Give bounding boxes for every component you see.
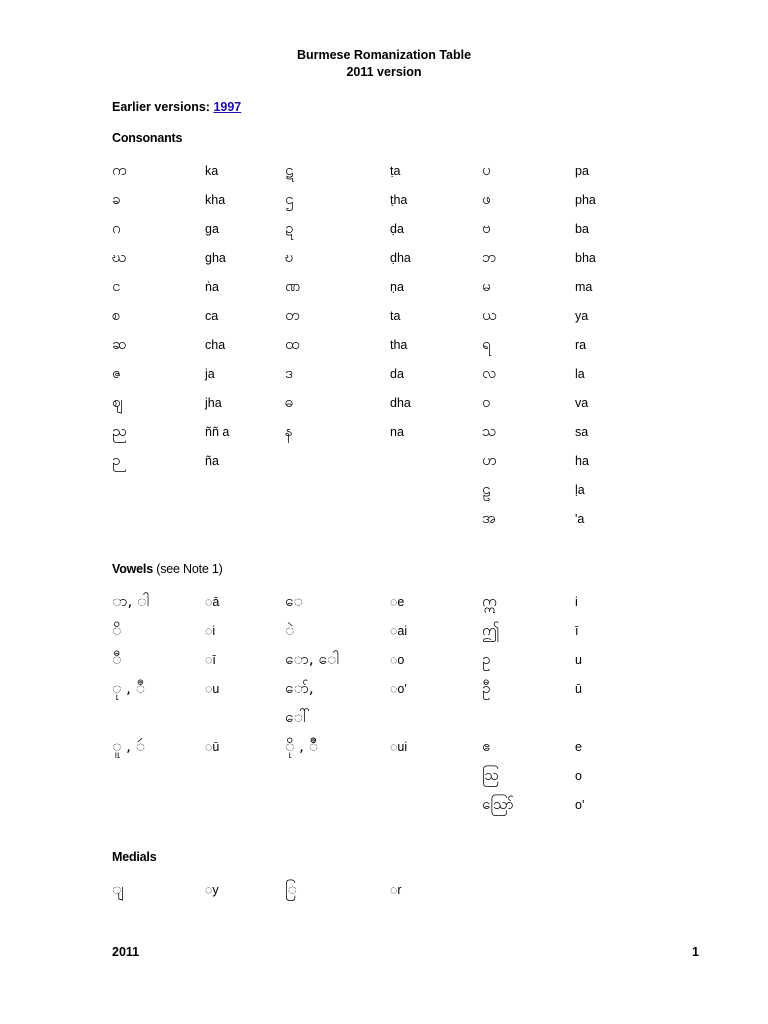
romanization: e — [575, 740, 582, 754]
romanization: bha — [575, 251, 596, 265]
consonants-heading: Consonants — [112, 131, 183, 145]
romanization: ca — [205, 309, 219, 323]
burmese-glyph: ခ — [112, 190, 121, 208]
burmese-glyph: ဩ — [482, 766, 500, 784]
romanization: ḍha — [390, 251, 411, 265]
romanization: ◌ā — [205, 595, 220, 609]
burmese-glyph: ဃ — [112, 248, 127, 266]
burmese-glyph: ဥ — [482, 650, 491, 668]
burmese-glyph: ဇ — [112, 364, 121, 382]
romanization: ta — [390, 309, 401, 323]
romanization: kha — [205, 193, 226, 207]
burmese-glyph: ဧ — [482, 737, 491, 755]
burmese-glyph: ဓ — [285, 393, 294, 411]
romanization: ◌ū — [205, 740, 220, 754]
romanization: jha — [205, 396, 222, 410]
burmese-glyph: ရ — [482, 335, 491, 353]
romanization: ma — [575, 280, 593, 294]
burmese-glyph: ◌ု , ◌ဳ — [112, 679, 145, 697]
burmese-glyph: ဋ — [285, 161, 294, 179]
burmese-glyph: န — [285, 422, 293, 440]
romanization: ◌r — [390, 883, 402, 897]
romanization: ◌ī — [205, 653, 216, 667]
romanization: 'a — [575, 512, 585, 526]
romanization: ◌e — [390, 595, 405, 609]
romanization: ba — [575, 222, 589, 236]
burmese-glyph: ထ — [285, 335, 300, 353]
romanization: ◌ui — [390, 740, 408, 754]
romanization: va — [575, 396, 589, 410]
link-1997[interactable]: 1997 — [213, 100, 242, 114]
burmese-glyph: ဠ — [482, 480, 491, 498]
romanization: o' — [575, 798, 585, 812]
burmese-glyph: ဏ — [285, 277, 301, 295]
footer-year: 2011 — [112, 945, 140, 959]
burmese-glyph: တ — [285, 306, 300, 324]
romanization: o — [575, 769, 582, 783]
romanization: ū — [575, 682, 582, 696]
romanization: cha — [205, 338, 226, 352]
burmese-glyph: ဗ — [482, 219, 491, 237]
burmese-glyph: ◌ူ , ◌ဴ — [112, 737, 145, 755]
romanization: ī — [575, 624, 579, 638]
romanization: ṅa — [205, 280, 219, 294]
romanization: ◌o — [390, 653, 405, 667]
burmese-glyph: ◌ာ, ◌ါ — [112, 592, 149, 610]
burmese-glyph: ◌ြ — [285, 880, 297, 898]
burmese-glyph: ဆ — [112, 335, 127, 353]
romanization: i — [575, 595, 578, 609]
burmese-glyph: ◌ေ — [285, 592, 303, 610]
burmese-glyph: ဟ — [482, 451, 497, 469]
burmese-glyph: ◌ဲ — [285, 621, 295, 639]
burmese-glyph: အ — [482, 509, 496, 527]
burmese-glyph: ဣ — [482, 592, 497, 610]
burmese-glyph: စ — [112, 306, 121, 324]
romanization: ṭa — [390, 164, 401, 178]
burmese-glyph: ဖ — [482, 190, 491, 208]
burmese-glyph: ပ — [482, 161, 491, 179]
romanization: la — [575, 367, 585, 381]
romanization: ḍa — [390, 222, 404, 236]
burmese-glyph: ◌ော်, — [285, 679, 314, 697]
romanization: ṭha — [390, 193, 408, 207]
burmese-glyph: လ — [482, 364, 497, 382]
burmese-glyph: ◌ော, ◌ေါ — [285, 650, 339, 668]
burmese-glyph: ည — [112, 422, 127, 440]
burmese-glyph: ဂ — [112, 219, 121, 237]
romanization: sa — [575, 425, 589, 439]
burmese-glyph: ◌ီ — [112, 650, 122, 668]
burmese-glyph: ◌ျ — [112, 880, 124, 898]
burmese-glyph: ဒ — [285, 364, 293, 382]
romanization: na — [390, 425, 404, 439]
burmese-glyph: ◌ေါ် — [285, 708, 310, 726]
burmese-glyph: ဎ — [285, 248, 294, 266]
romanization: ña — [205, 454, 219, 468]
romanization: ga — [205, 222, 219, 236]
burmese-glyph: ဉ — [112, 451, 121, 469]
burmese-glyph: ဝ — [482, 393, 491, 411]
vowels-heading — [112, 562, 223, 576]
romanization: ya — [575, 309, 589, 323]
romanization: tha — [390, 338, 408, 352]
page-number: 1 — [692, 945, 699, 959]
burmese-glyph: ဘ — [482, 248, 497, 266]
burmese-glyph: က — [112, 161, 127, 179]
burmese-glyph: ဤ — [482, 621, 500, 639]
earlier-versions — [112, 100, 241, 114]
romanization: ññ a — [205, 425, 230, 439]
burmese-glyph: င — [112, 277, 121, 295]
burmese-glyph: ◌ို , ◌ိဳ — [285, 737, 318, 755]
burmese-glyph: ဌ — [285, 190, 294, 208]
romanization: ka — [205, 164, 219, 178]
romanization: ◌u — [205, 682, 220, 696]
romanization: ◌y — [205, 883, 219, 897]
romanization: ◌ai — [390, 624, 408, 638]
romanization: ra — [575, 338, 587, 352]
romanization: u — [575, 653, 582, 667]
romanization: ha — [575, 454, 589, 468]
medials-heading: Medials — [112, 850, 157, 864]
burmese-glyph: ဈ — [112, 393, 123, 411]
burmese-glyph: ဦ — [482, 679, 491, 697]
romanization: ḷa — [575, 483, 585, 497]
romanization: gha — [205, 251, 226, 265]
romanization: ja — [205, 367, 215, 381]
vowels-note: (see Note 1) — [156, 562, 223, 576]
burmese-glyph: ယ — [482, 306, 497, 324]
romanization: da — [390, 367, 404, 381]
romanization: pa — [575, 164, 589, 178]
burmese-glyph: ဪ — [482, 795, 514, 813]
burmese-glyph: ဍ — [285, 219, 294, 237]
romanization: ◌o' — [390, 682, 407, 696]
romanization: dha — [390, 396, 411, 410]
burmese-glyph: သ — [482, 422, 497, 440]
earlier-versions-label: Earlier versions: — [112, 100, 214, 114]
document-subtitle: 2011 version — [346, 65, 422, 79]
romanization: ṇa — [390, 280, 404, 294]
romanization: pha — [575, 193, 596, 207]
document-title: Burmese Romanization Table — [296, 48, 472, 62]
romanization: ◌i — [205, 624, 216, 638]
burmese-glyph: ◌ိ — [112, 621, 122, 639]
vowels-heading-text: Vowels — [112, 562, 153, 576]
burmese-glyph: မ — [482, 277, 491, 295]
